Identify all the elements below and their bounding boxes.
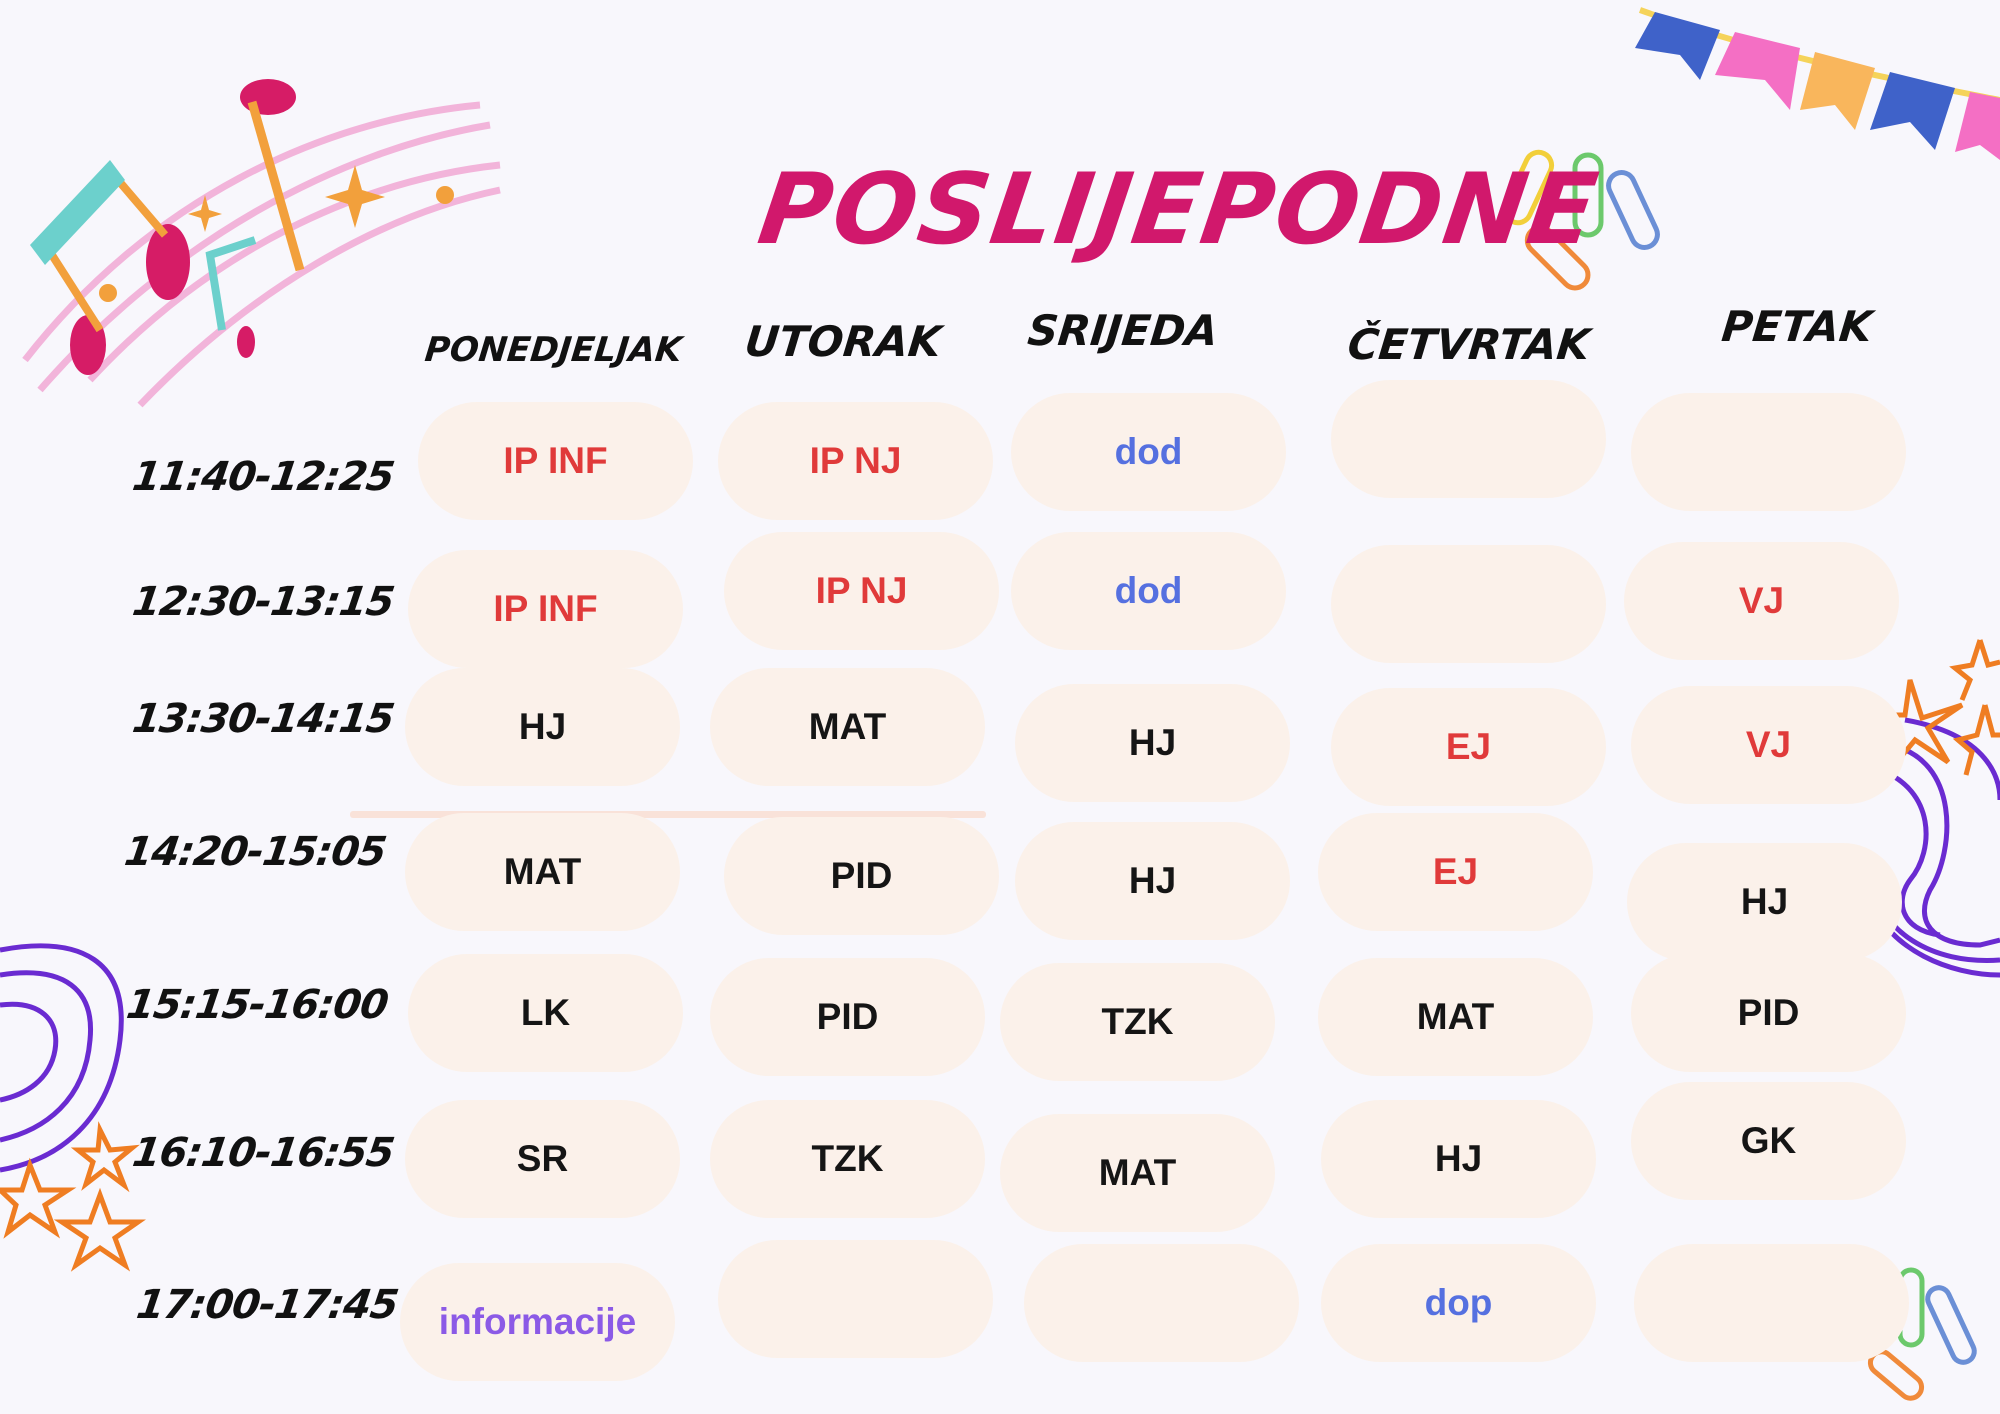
schedule-cell: HJ (1015, 684, 1290, 802)
schedule-cell: PID (710, 958, 985, 1076)
schedule-cell: EJ (1318, 813, 1593, 931)
schedule-cell: MAT (1318, 958, 1593, 1076)
schedule-cell: IP INF (418, 402, 693, 520)
schedule-cell: PID (724, 817, 999, 935)
schedule-cell: GK (1631, 1082, 1906, 1200)
schedule-cell: dop (1321, 1244, 1596, 1362)
time-slot-6: 16:10-16:55 (129, 1130, 397, 1176)
schedule-cell (718, 1240, 993, 1358)
time-slot-4: 14:20-15:05 (121, 829, 389, 875)
time-slot-3: 13:30-14:15 (129, 696, 397, 742)
schedule-cell (1331, 380, 1606, 498)
schedule-cell: dod (1011, 393, 1286, 511)
schedule-cell: EJ (1331, 688, 1606, 806)
time-slot-1: 11:40-12:25 (129, 454, 397, 500)
schedule-cell: LK (408, 954, 683, 1072)
schedule-cell: informacije (400, 1263, 675, 1381)
schedule-cell: TZK (710, 1100, 985, 1218)
schedule-cell: VJ (1631, 686, 1906, 804)
schedule-cell: IP NJ (724, 532, 999, 650)
bunting-flags-icon (1635, 10, 2000, 160)
schedule-cell: TZK (1000, 963, 1275, 1081)
schedule-cell: HJ (405, 668, 680, 786)
day-header-tuesday: UTORAK (742, 317, 944, 366)
time-slot-5: 15:15-16:00 (123, 982, 391, 1028)
schedule-cell: dod (1011, 532, 1286, 650)
schedule-cell (1024, 1244, 1299, 1362)
schedule-cell: HJ (1321, 1100, 1596, 1218)
schedule-cell (1634, 1244, 1909, 1362)
day-header-wednesday: SRIJEDA (1025, 306, 1221, 355)
schedule-cell: MAT (1000, 1114, 1275, 1232)
day-header-friday: PETAK (1719, 302, 1875, 351)
schedule-cell (1331, 545, 1606, 663)
schedule-cell: PID (1631, 954, 1906, 1072)
schedule-cell: HJ (1015, 822, 1290, 940)
page-title: POSLIJEPODNE (751, 153, 1606, 267)
day-header-monday: PONEDJELJAK (422, 330, 684, 370)
schedule-cell (1631, 393, 1906, 511)
schedule-cell: HJ (1627, 843, 1902, 961)
schedule-cell: MAT (710, 668, 985, 786)
day-header-thursday: ČETVRTAK (1345, 320, 1593, 369)
schedule-cell: IP INF (408, 550, 683, 668)
schedule-cell: VJ (1624, 542, 1899, 660)
time-slot-2: 12:30-13:15 (129, 579, 397, 625)
schedule-cell: SR (405, 1100, 680, 1218)
schedule-cell: MAT (405, 813, 680, 931)
time-slot-7: 17:00-17:45 (133, 1282, 401, 1328)
schedule-cell: IP NJ (718, 402, 993, 520)
